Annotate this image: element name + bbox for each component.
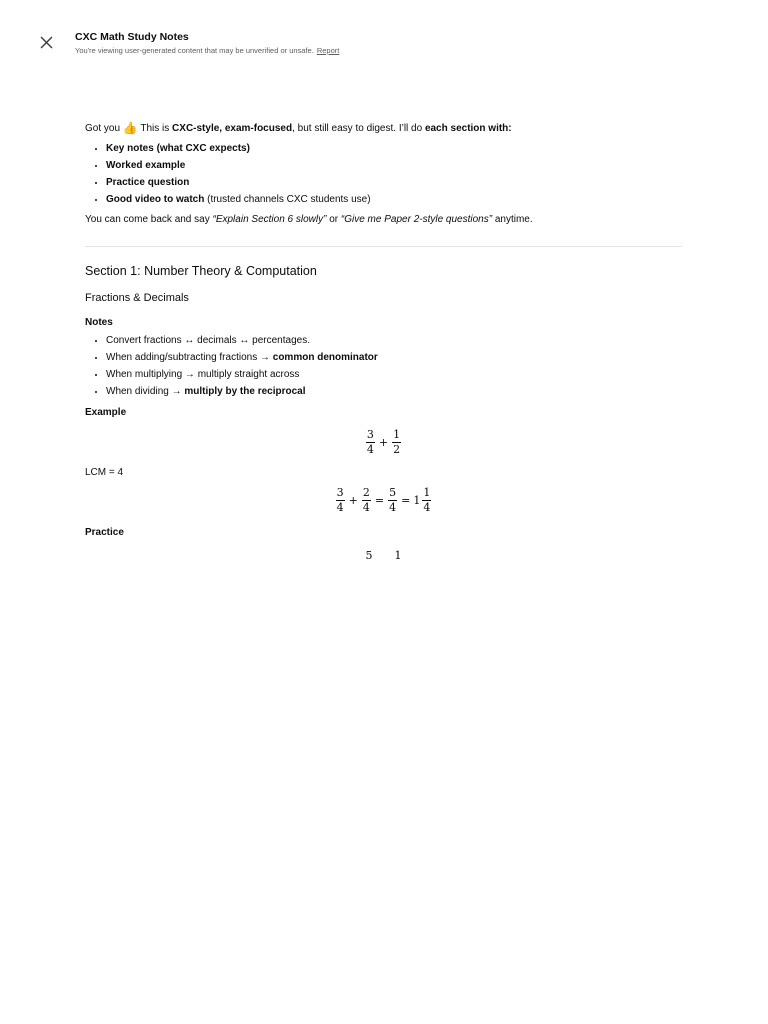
equals-sign: = — [374, 494, 385, 507]
denominator: 4 — [389, 501, 397, 514]
intro-bullet-list — [85, 140, 682, 208]
denominator: 4 — [336, 501, 344, 514]
fraction — [392, 429, 401, 456]
list-item-bold: Key notes (what CXC expects) — [106, 143, 250, 154]
notes-list — [85, 332, 682, 400]
note-text: Convert fractions ↔ decimals ↔ percentages. — [106, 335, 310, 346]
mixed-number — [413, 487, 432, 514]
close-icon — [40, 36, 53, 49]
content-warning: You're viewing user-generated content that may be unverified or unsafe. — [75, 46, 314, 55]
list-item — [106, 366, 682, 383]
list-item — [106, 383, 682, 400]
denominator: 4 — [423, 501, 431, 514]
note-bold: multiply by the reciprocal — [184, 386, 306, 397]
top-bar — [0, 0, 768, 64]
intro-paragraph — [85, 120, 682, 137]
example-label: Example — [85, 407, 127, 418]
intro-lead: Got you — [85, 123, 123, 134]
note-text: When adding/subtracting fractions → — [106, 352, 273, 363]
numerator: 1 — [394, 549, 402, 562]
content-warning-row — [75, 45, 339, 56]
practice-expression — [85, 547, 682, 563]
list-item — [106, 174, 682, 191]
operator: + — [378, 436, 389, 449]
note-bold: common denominator — [272, 352, 378, 363]
note-text: When multiplying → multiply straight across — [106, 369, 300, 380]
closing-italic-2: “Give me Paper 2-style questions” — [340, 214, 493, 225]
fraction — [362, 487, 371, 514]
intro-bold-1: CXC-style, exam-focused — [172, 123, 293, 134]
subsection-heading: Fractions & Decimals — [85, 292, 189, 304]
list-item-bold: Good video to watch — [106, 194, 205, 205]
header-text — [75, 31, 339, 56]
numerator: 3 — [366, 428, 374, 441]
intro-text-2: , but still easy to digest. I’ll do — [292, 123, 425, 134]
lcm-line: LCM = 4 — [85, 467, 124, 478]
list-item — [106, 349, 682, 366]
list-item — [106, 191, 682, 208]
list-item — [106, 140, 682, 157]
fraction — [366, 429, 375, 456]
example-expression — [85, 429, 682, 456]
closing-paragraph — [85, 211, 682, 228]
report-link[interactable]: Report — [316, 46, 340, 55]
list-item — [106, 332, 682, 349]
list-item-text: (trusted channels CXC students use) — [204, 194, 371, 205]
numerator: 3 — [336, 486, 344, 499]
intro-text-1: This is — [137, 123, 173, 134]
closing-italic-1: “Explain Section 6 slowly” — [212, 214, 327, 225]
numerator: 2 — [362, 486, 370, 499]
thumbs-up-icon: 👍 — [122, 121, 138, 135]
equals-sign: = — [401, 494, 411, 507]
intro-bold-2: each section with: — [424, 123, 512, 134]
divider — [85, 246, 682, 247]
numerator: 5 — [365, 549, 373, 562]
operator: + — [348, 494, 358, 507]
document-title: CXC Math Study Notes — [75, 31, 189, 43]
fraction — [336, 487, 345, 514]
closing-text-3: anytime. — [492, 214, 533, 225]
whole-part: 1 — [413, 494, 421, 507]
denominator: 4 — [366, 443, 374, 456]
numerator: 1 — [393, 428, 401, 441]
practice-label: Practice — [85, 527, 124, 538]
list-item-bold: Worked example — [106, 160, 186, 171]
fraction — [422, 487, 431, 514]
note-text: When dividing → — [106, 386, 185, 397]
closing-text-2: or — [326, 214, 341, 225]
notes-label: Notes — [85, 317, 113, 328]
numerator: 5 — [389, 486, 397, 499]
denominator: 4 — [362, 501, 370, 514]
list-item-bold: Practice question — [106, 177, 190, 188]
solution-expression — [85, 487, 682, 514]
close-button[interactable] — [34, 30, 58, 54]
section-heading: Section 1: Number Theory & Computation — [85, 264, 317, 278]
closing-text-1: You can come back and say — [85, 214, 213, 225]
message-content — [85, 120, 682, 563]
denominator: 2 — [393, 443, 401, 456]
numerator: 1 — [423, 486, 431, 499]
list-item — [106, 157, 682, 174]
fraction — [388, 487, 397, 514]
